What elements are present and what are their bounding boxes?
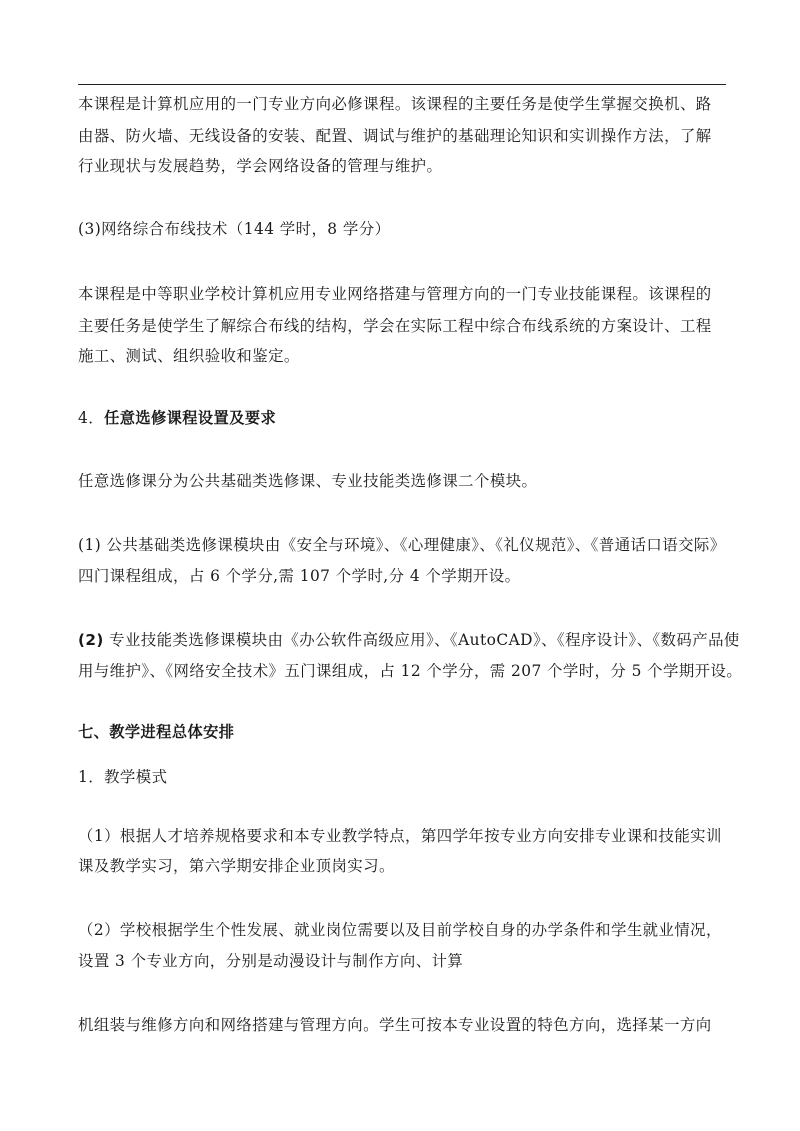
cabling-description-line-3: 施工、测试、组织验收和鉴定。: [78, 347, 300, 365]
teaching-mode-1-line-2: 课及教学实习，第六学期安排企业顶岗实习。: [78, 857, 395, 875]
skill-elective-line-1: [78, 630, 738, 650]
section-4-number: 4．: [78, 409, 105, 427]
skill-elective-line-2: 用与维护》、《网络安全技术》五门课组成，占 12 个学分，需 207 个学时，分 5 个学期开设。: [78, 662, 743, 680]
public-elective-line-2: 四门课程组成，占 6 个学分,需 107 个学时,分 4 个学期开设。: [78, 567, 521, 585]
teaching-mode-1-line-1: （1）根据人才培养规格要求和本专业教学特点，第四学年按专业方向安排专业课和技能实训: [78, 827, 722, 845]
section-4-title: 任意选修课程设置及要求: [104, 409, 277, 427]
teaching-mode-2-line-2: 设置 3 个专业方向，分别是动漫设计与制作方向、计算: [78, 952, 464, 970]
cabling-description-line-2: 主要任务是使学生了解综合布线的结构，学会在实际工程中综合布线系统的方案设计、工程: [78, 317, 712, 335]
elective-intro: 任意选修课分为公共基础类选修课、专业技能类选修课二个模块。: [78, 472, 538, 490]
chapter-7-heading: 七、教学进程总体安排: [78, 723, 235, 741]
cabling-description-line-1: 本课程是中等职业学校计算机应用专业网络搭建与管理方向的一门专业技能课程。该课程的: [78, 285, 712, 303]
course-item-3-title: (3)网络综合布线技术（144 学时，8 学分）: [78, 220, 391, 238]
teaching-mode-2-line-1: （2）学校根据学生个性发展、就业岗位需要以及目前学校自身的办学条件和学生就业情况，: [78, 921, 722, 939]
public-elective-line-1: (1) 公共基础类选修课模块由《安全与环境》、《心理健康》、《礼仪规范》、《普通话口语交际》: [78, 536, 726, 554]
teaching-mode-heading: 1．教学模式: [78, 768, 168, 786]
direction-choice-line: 机组装与维修方向和网络搭建与管理方向。学生可按本专业设置的特色方向，选择某一方向: [78, 1016, 712, 1034]
skill-elective-marker: (2): [78, 631, 104, 649]
skill-elective-text-1: 专业技能类选修课模块由《办公软件高级应用》、《AutoCAD》、《程序设计》、《数码产品使: [103, 631, 740, 649]
header-rule: [78, 84, 726, 85]
course-description-line-2: 由器、防火墙、无线设备的安装、配置、调试与维护的基础理论知识和实训操作方法，了解: [78, 127, 712, 145]
course-description-line-3: 行业现状与发展趋势，学会网络设备的管理与维护。: [78, 157, 443, 175]
course-description-line-1: 本课程是计算机应用的一门专业方向必修课程。该课程的主要任务是使学生掌握交换机、路: [78, 95, 712, 113]
section-4-heading: [78, 408, 738, 428]
